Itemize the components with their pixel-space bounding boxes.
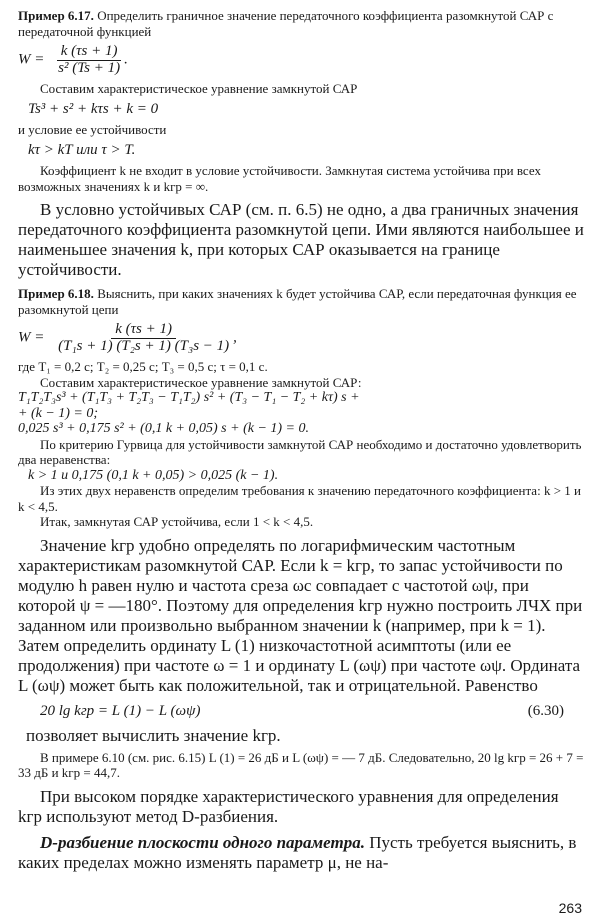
fraction xyxy=(54,322,233,354)
equation-6-30 xyxy=(18,701,584,721)
equation: T₁T₂T₃s³ + (T₁T₃ + T₂T₃ − T₁T₂) s² + (T₃ − T₁ − T₂ + kτ) s + xyxy=(18,390,360,405)
example-6-17 xyxy=(18,8,584,194)
denominator: (T₁s + 1) (T₂s + 1) (T₃s − 1) xyxy=(58,337,230,354)
example-title: Пример 6.17. xyxy=(18,8,94,23)
example-title: Пример 6.18. xyxy=(18,286,94,301)
formula-end: . xyxy=(124,51,128,68)
note: В примере 6.10 (см. рис. 6.15) L (1) = 26 дБ и L (ωψ) = — 7 дБ. Следовательно, 20 lg kгр = 26 + 7 = 33 дБ и kгр = 44,7. xyxy=(18,749,584,780)
text-line: Из этих двух неравенств определим требования к значению передаточного коэффициента: k > 1 и k < 4,5. xyxy=(18,483,581,514)
numerator: k (τs + 1) xyxy=(111,322,176,339)
example-text: Определить граничное значение передаточного коэффициента разомкнутой САР с передаточной функцией xyxy=(18,8,554,39)
fraction xyxy=(54,44,124,76)
denominator: s² (Ts + 1) xyxy=(58,59,121,76)
example-text: Выяснить, при каких значениях k будет устойчива САР, если передаточная функция ее разомкнутой цепи xyxy=(18,286,577,317)
formula-end: , xyxy=(233,329,237,346)
paragraph: позволяет вычислить значение kгр. xyxy=(26,725,281,745)
transfer-function xyxy=(18,322,584,354)
paragraph: Значение kгр удобно определять по логарифмическим частотным характеристикам разомкнутой САР. Если k = kгр, то запас устойчивости по модулю h равен нулю и частота среза ωс совпадает с частотой ωψ, при которой ψ = —180°. Поэтому для определения kгр нужно построить ЛЧХ при заданном или произвольно выбранном значении k (например, при k = 1). Затем определить ординату L (1) низкочастотной асимптоты (или ее продолжения) при частоте ω = 1 и ординату L (ωψ) при частоте ωψ. Ордината L (ωψ) может быть как положительной, так и отрицательной. Равенство xyxy=(18,535,583,695)
equation: 20 lg kгр = L (1) − L (ωψ) xyxy=(40,702,201,719)
text-line: и условие ее устойчивости xyxy=(18,122,167,137)
equation: 0,025 s³ + 0,175 s² + (0,1 k + 0,05) s + (k − 1) = 0. xyxy=(18,421,309,436)
text-line: По критерию Гурвица для устойчивости замкнутой САР необходимо и достаточно удовлетворить два неравенства: xyxy=(18,436,582,467)
text-line: Коэффициент k не входит в условие устойчивости. Замкнутая система устойчива при всех возможных значениях k и kгр = ∞. xyxy=(18,163,541,194)
paragraph: При высоком порядке характеристического уравнения для определения kгр используют метод D-разбиения. xyxy=(18,786,559,826)
text-line: Составим характеристическое уравнение замкнутой САР: xyxy=(40,374,362,390)
text-line: Итак, замкнутая САР устойчива, если 1 < k < 4,5. xyxy=(40,514,314,529)
equation: k > 1 и 0,175 (0,1 k + 0,05) > 0,025 (k − 1). xyxy=(28,467,279,483)
formula-lhs: W = xyxy=(18,329,45,346)
paragraph-text: Пусть требуется выяснить, в каких пределах можно изменять параметр μ, не на- xyxy=(18,832,577,872)
paragraph xyxy=(18,833,584,873)
section-heading: D-разбиение плоскости одного параметра. xyxy=(40,832,365,852)
text-line: Составим характеристическое уравнение замкнутой САР xyxy=(40,81,358,96)
example-6-18 xyxy=(18,286,584,530)
numerator: k (τs + 1) xyxy=(57,44,122,61)
equation: + (k − 1) = 0; xyxy=(18,405,99,421)
paragraph: В условно устойчивых САР (см. п. 6.5) не одно, а два граничных значения передаточного коэффициента разомкнутой цепи. Ими являются наибольшее и наименьшее значения k, при которых САР оказывается на границе устойчивости. xyxy=(18,200,584,279)
equation-number: (6.30) xyxy=(527,702,564,719)
page-number: 263 xyxy=(558,900,582,916)
page-content xyxy=(18,8,584,873)
formula-lhs: W = xyxy=(18,51,45,68)
equation: kτ > kT или τ > T. xyxy=(28,141,136,158)
parameters-line: где T₁ = 0,2 с; T₂ = 0,25 с; T₃ = 0,5 с; τ = 0,1 с. xyxy=(18,359,268,374)
equation: Ts³ + s² + kτs + k = 0 xyxy=(28,100,159,117)
transfer-function xyxy=(18,44,584,76)
